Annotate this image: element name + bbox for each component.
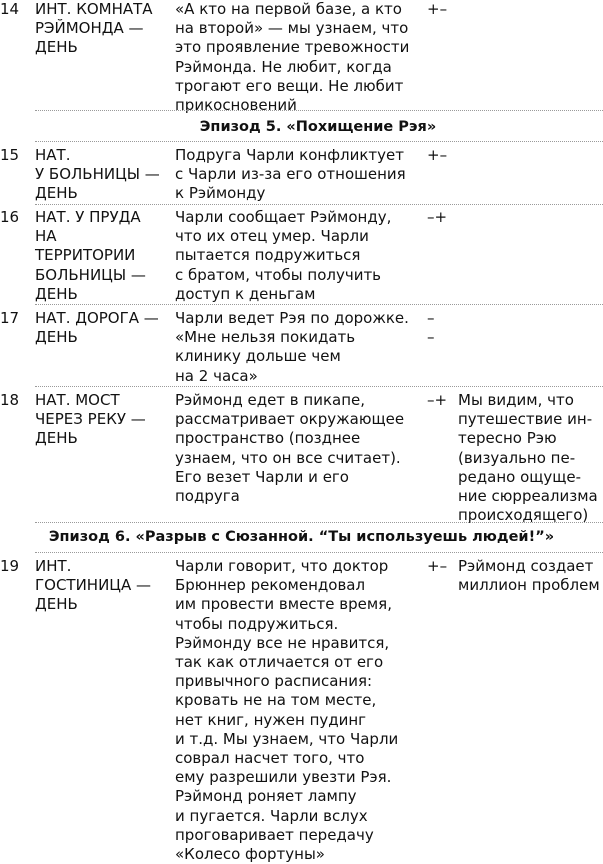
scene-note: Мы видим, что путешествие ин- тересно Рэю (визуально пе- редано ощуще- ние сюрреализма происходящего) bbox=[458, 391, 598, 525]
row-divider bbox=[35, 204, 603, 205]
scene-mark: +– bbox=[427, 557, 448, 575]
scene-number: 17 bbox=[0, 309, 20, 327]
scene-description: Рэймонд едет в пикапе, рассматривает окружающее пространство (позднее узнаем, что он все считает). Его везет Чарли и его подруга bbox=[175, 391, 405, 506]
episode-heading: Эпизод 5. «Похищение Рэя» bbox=[199, 119, 437, 135]
scene-description: Чарли сообщает Рэймонду, что их отец умер. Чарли пытается подружиться с братом, чтобы получить доступ к деньгам bbox=[175, 208, 392, 303]
scene-description: Чарли говорит, что доктор Брюннер рекомендовал им провести вместе время, чтобы подружиться. Рэймонду все не нравится, так как отличается от его привычного расписания: кровать не на том месте, нет книг, нужен пудинг и т.д. Мы узнаем, что Чарли соврал насчет того, что ему разрешили увезти Рэя. Рэймонд роняет лампу и пугается. Чарли вслух проговаривает передачу «Колесо фортуны» bbox=[175, 557, 399, 864]
scene-location: НАТ. У БОЛЬНИЦЫ — ДЕНЬ bbox=[35, 146, 160, 203]
episode-heading: Эпизод 6. «Разрыв с Сюзанной. “Ты используешь людей!”» bbox=[48, 529, 555, 545]
row-divider bbox=[35, 386, 603, 387]
scene-description: «А кто на первой базе, а кто на второй» — мы узнаем, что это проявление тревожности Рэймонда. Не любит, когда трогают его вещи. Не любит прикосновений bbox=[175, 0, 410, 115]
scene-number: 18 bbox=[0, 391, 20, 409]
scene-mark: +– bbox=[427, 146, 448, 164]
scene-mark: +– bbox=[427, 0, 448, 18]
scene-location: НАТ. МОСТ ЧЕРЕЗ РЕКУ — ДЕНЬ bbox=[35, 391, 146, 448]
row-divider bbox=[35, 522, 603, 523]
scene-description: Чарли ведет Рэя по дорожке. «Мне нельзя покидать клинику дольше чем на 2 часа» bbox=[175, 309, 409, 385]
scene-location: ИНТ. КОМНАТА РЭЙМОНДА — ДЕНЬ bbox=[35, 0, 153, 57]
scene-location: НАТ. ДОРОГА — ДЕНЬ bbox=[35, 309, 159, 347]
scene-mark: –+ bbox=[427, 208, 448, 226]
scene-location: НАТ. У ПРУДА НА ТЕРРИТОРИИ БОЛЬНИЦЫ — ДЕНЬ bbox=[35, 208, 146, 303]
scene-note: Рэймонд создает миллион проблем bbox=[458, 557, 600, 595]
scene-number: 19 bbox=[0, 557, 20, 575]
scene-number: 14 bbox=[0, 0, 20, 18]
scene-location: ИНТ. ГОСТИНИЦА — ДЕНЬ bbox=[35, 557, 151, 614]
scene-mark: –+ bbox=[427, 391, 448, 409]
row-divider bbox=[35, 141, 603, 142]
row-divider bbox=[35, 552, 603, 553]
scene-mark: – – bbox=[427, 309, 435, 347]
row-divider bbox=[35, 110, 603, 111]
row-divider bbox=[35, 304, 603, 305]
scene-number: 15 bbox=[0, 146, 20, 164]
scene-number: 16 bbox=[0, 208, 20, 226]
scene-description: Подруга Чарли конфликтует с Чарли из-за его отношения к Рэймонду bbox=[175, 146, 406, 203]
